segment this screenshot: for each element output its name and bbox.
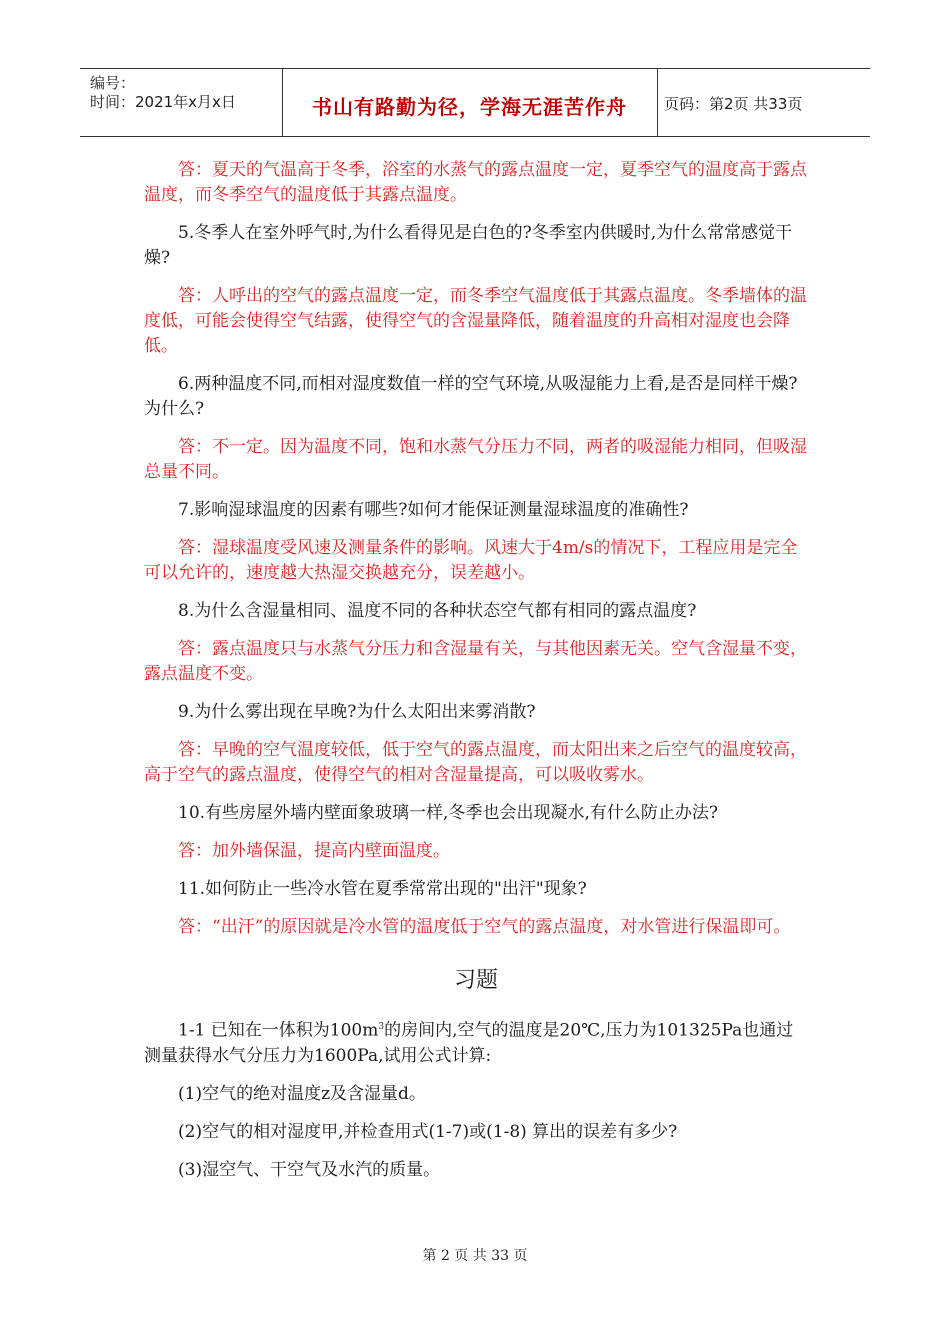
question-paragraph: 11.如何防止一些冷水管在夏季常常出现的"出汗"现象? [178,879,587,899]
question-paragraph: 7.影响湿球温度的因素有哪些?如何才能保证测量湿球温度的准确性? [178,500,689,520]
date-label: 时间：2021年x月x日 [90,93,236,111]
answer-paragraph: 答：“出汗”的原因就是冷水管的温度低于空气的露点温度，对水管进行保温即可。 [178,917,791,937]
page-footer: 第 2 页 共 33 页 [422,1248,528,1264]
exercise-intro-sup: 3 [378,1022,385,1032]
exercise-intro-end: 的房间内,空气的温度是20℃,压力为101325Pa也通过测量获得水气分压力为1600Pa,试用公式计算: [144,1020,794,1066]
answer-paragraph: 答：湿球温度受风速及测量条件的影响。风速大于4m/s的情况下，工程应用是完全可以允许的，速度越大热湿交换越充分，误差越小。 [144,538,798,583]
question-paragraph: 5.冬季人在室外呼气时,为什么看得见是白色的?冬季室内供暖时,为什么常常感觉干燥? [144,223,793,268]
header-page-cell [657,69,870,136]
exercise-intro-start: 1-1 已知在一体积为100m [178,1020,379,1041]
qa-section [144,158,808,940]
exercise-intro [144,1015,808,1069]
page-header [80,68,870,137]
document-body [144,158,808,1196]
question-paragraph: 10.有些房屋外墙内壁面象玻璃一样,冬季也会出现凝水,有什么防止办法? [178,803,718,823]
exercise-item: (1)空气的绝对温度z及含湿量d。 [178,1083,426,1104]
answer-paragraph: 答：人呼出的空气的露点温度一定，而冬季空气温度低于其露点温度。冬季墙体的温度低，可能会使得空气结露，使得空气的含湿量降低，随着温度的升高相对湿度也会降低。 [144,286,807,356]
header-motto-cell [282,69,658,136]
question-paragraph: 6.两种温度不同,而相对湿度数值一样的空气环境,从吸湿能力上看,是否是同样干燥?为什么? [144,374,798,419]
number-label: 编号： [90,74,136,92]
answer-paragraph: 答：加外墙保温，提高内壁面温度。 [178,841,450,861]
page-info: 页码：第2页 共33页 [664,95,803,113]
question-paragraph: 9.为什么雾出现在早晚?为什么太阳出来雾消散? [178,702,536,722]
answer-paragraph: 答：露点温度只与水蒸气分压力和含湿量有关，与其他因素无关。空气含湿量不变，露点温度不变。 [144,639,807,684]
header-info-cell [80,69,283,136]
exercise-item: (2)空气的相对湿度甲,并检查用式(1-7)或(1-8) 算出的误差有多少? [178,1121,678,1142]
section-title: 习题 [453,968,498,993]
answer-paragraph: 答：夏天的气温高于冬季，浴室的水蒸气的露点温度一定，夏季空气的温度高于露点温度，而冬季空气的温度低于其露点温度。 [144,160,807,205]
question-paragraph: 8.为什么含湿量相同、温度不同的各种状态空气都有相同的露点温度? [178,601,697,621]
exercise-item: (3)湿空气、干空气及水汽的质量。 [178,1159,441,1180]
answer-paragraph: 答：不一定。因为温度不同，饱和水蒸气分压力不同，两者的吸湿能力相同，但吸湿总量不同。 [144,437,807,482]
motto: 书山有路勤为径，学海无涯苦作舟 [312,95,627,119]
answer-paragraph: 答：早晚的空气温度较低，低于空气的露点温度，而太阳出来之后空气的温度较高，高于空气的露点温度，使得空气的相对含湿量提高，可以吸收雾水。 [144,740,807,785]
